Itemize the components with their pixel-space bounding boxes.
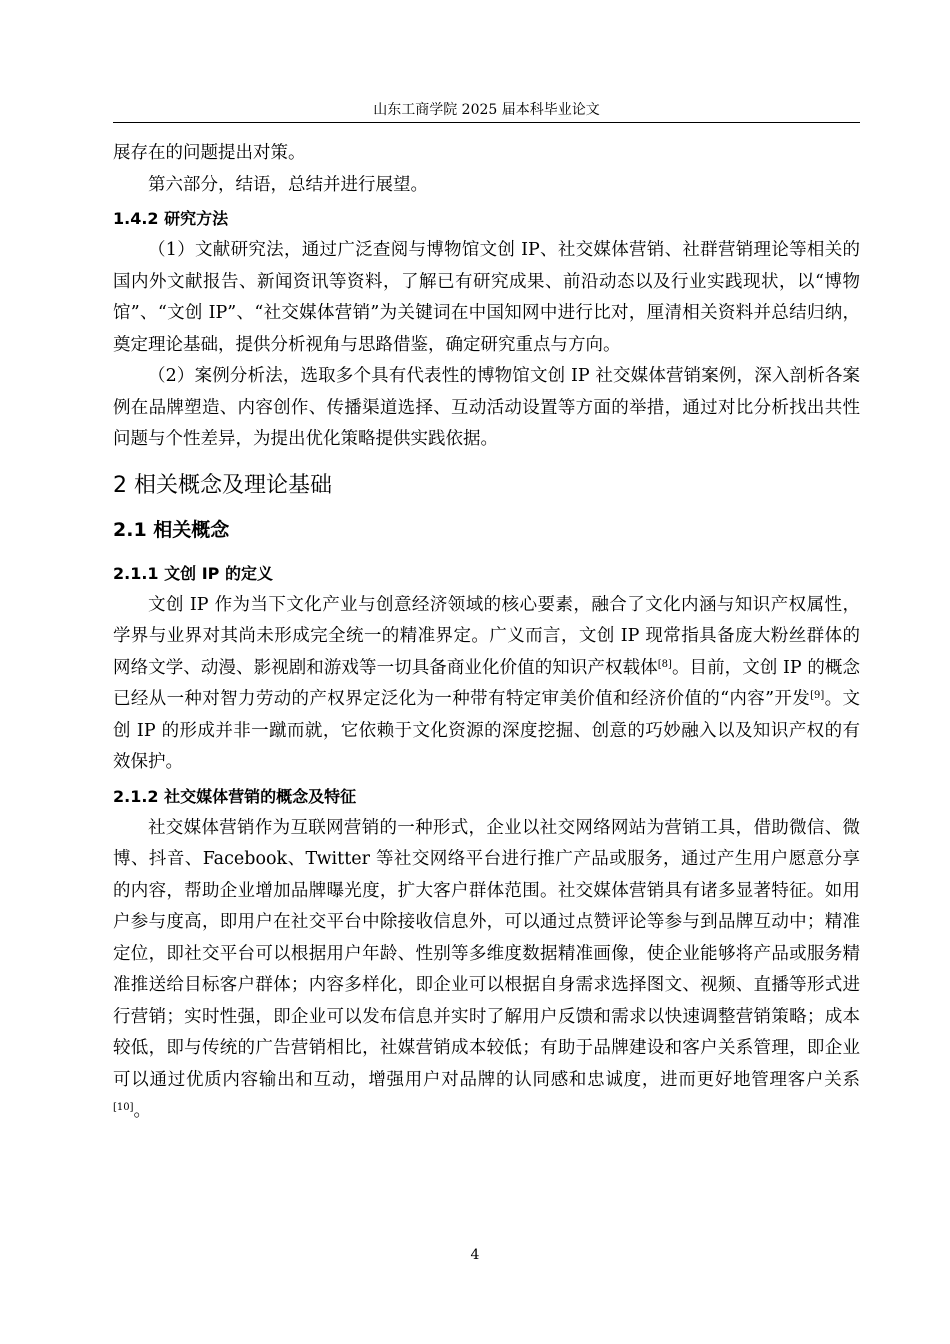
chapter-heading-2: 2 相关概念及理论基础 — [113, 472, 332, 498]
citation-9: [9] — [810, 690, 825, 701]
part-six-paragraph: 第六部分，结语，总结并进行展望。 — [148, 174, 428, 195]
social-media-marketing-paragraph — [113, 813, 860, 1128]
page-content — [113, 138, 860, 1128]
ip-definition-text-b: 。目前，文创 IP 的概念已经从一种对智力劳动的产权界定泛化为一种带有特定审美价值和经济价值的“内容”开发 — [113, 657, 860, 709]
section-heading-1-4-2: 1.4.2 研究方法 — [113, 209, 229, 228]
social-media-text-b: 。 — [133, 1101, 152, 1121]
section-heading-2-1-1: 2.1.1 文创 IP 的定义 — [113, 563, 273, 583]
method-case-paragraph: （2）案例分析法，选取多个具有代表性的博物馆文创 IP 社交媒体营销案例，深入剖析各案例在品牌塑造、内容创作、传播渠道选择、互动活动设置等方面的举措，通过对比分析找出共性问题与个性差异，为提出优化策略提供实践依据。 — [113, 366, 860, 449]
citation-8: [8] — [657, 658, 672, 670]
citation-10: [10] — [113, 1102, 134, 1113]
section-heading-2-1: 2.1 相关概念 — [113, 518, 230, 541]
ip-definition-text-c: 。文创 IP 的形成并非一蹴而就，它依赖于文化资源的深度挖掘、创意的巧妙融入以及知识产权的有效保护。 — [113, 689, 861, 772]
method-literature-paragraph: （1）文献研究法，通过广泛查阅与博物馆文创 IP、社交媒体营销、社群营销理论等相关的国内外文献报告、新闻资讯等资料，了解已有研究成果、前沿动态以及行业实践现状，以“博物馆”、“文创 IP”、“社交媒体营销”为关键词在中国知网中进行比对，厘清相关资料并总结归纳，奠定理论基础，提供分析视角与思路借鉴，确定研究重点与方向。 — [113, 240, 860, 355]
social-media-text-a: 社交媒体营销作为互联网营销的一种形式，企业以社交网络网站为营销工具，借助微信、微博、抖音、Facebook、Twitter 等社交网络平台进行推广产品或服务，通过产生用户愿意分享的内容，帮助企业增加品牌曝光度，扩大客户群体范围。社交媒体营销具有诸多显著特征。如用户参与度高，即用户在社交平台中除接收信息外，可以通过点赞评论等参与到品牌互动中；精准定位，即社交平台可以根据用户年龄、性别等多维度数据精准画像，使企业能够将产品或服务精准推送给目标客户群体；内容多样化，即企业可以根据自身需求选择图文、视频、直播等形式进行营销；实时性强，即企业可以发布信息并实时了解用户反馈和需求以快速调整营销策略；成本较低，即与传统的广告营销相比，社媒营销成本较低；有助于品牌建设和客户关系管理，即企业可以通过优质内容输出和互动，增强用户对品牌的认同感和忠诚度，进而更好地管理客户关系 — [113, 817, 860, 1090]
section-heading-2-1-2: 2.1.2 社交媒体营销的概念及特征 — [113, 786, 357, 806]
ip-definition-paragraph — [113, 590, 860, 779]
ip-definition-text-a: 文创 IP 作为当下文化产业与创意经济领域的核心要素，融合了文化内涵与知识产权属性，学界与业界对其尚未形成完全统一的精准界定。广义而言，文创 IP 现常指具备庞大粉丝群体的网络文学、动漫、影视剧和游戏等一切具备商业化价值的知识产权载体 — [113, 594, 860, 678]
page-header: 山东工商学院 2025 届本科毕业论文 — [113, 100, 860, 123]
continued-paragraph: 展存在的问题提出对策。 — [113, 143, 306, 163]
page-number: 4 — [470, 1247, 480, 1263]
